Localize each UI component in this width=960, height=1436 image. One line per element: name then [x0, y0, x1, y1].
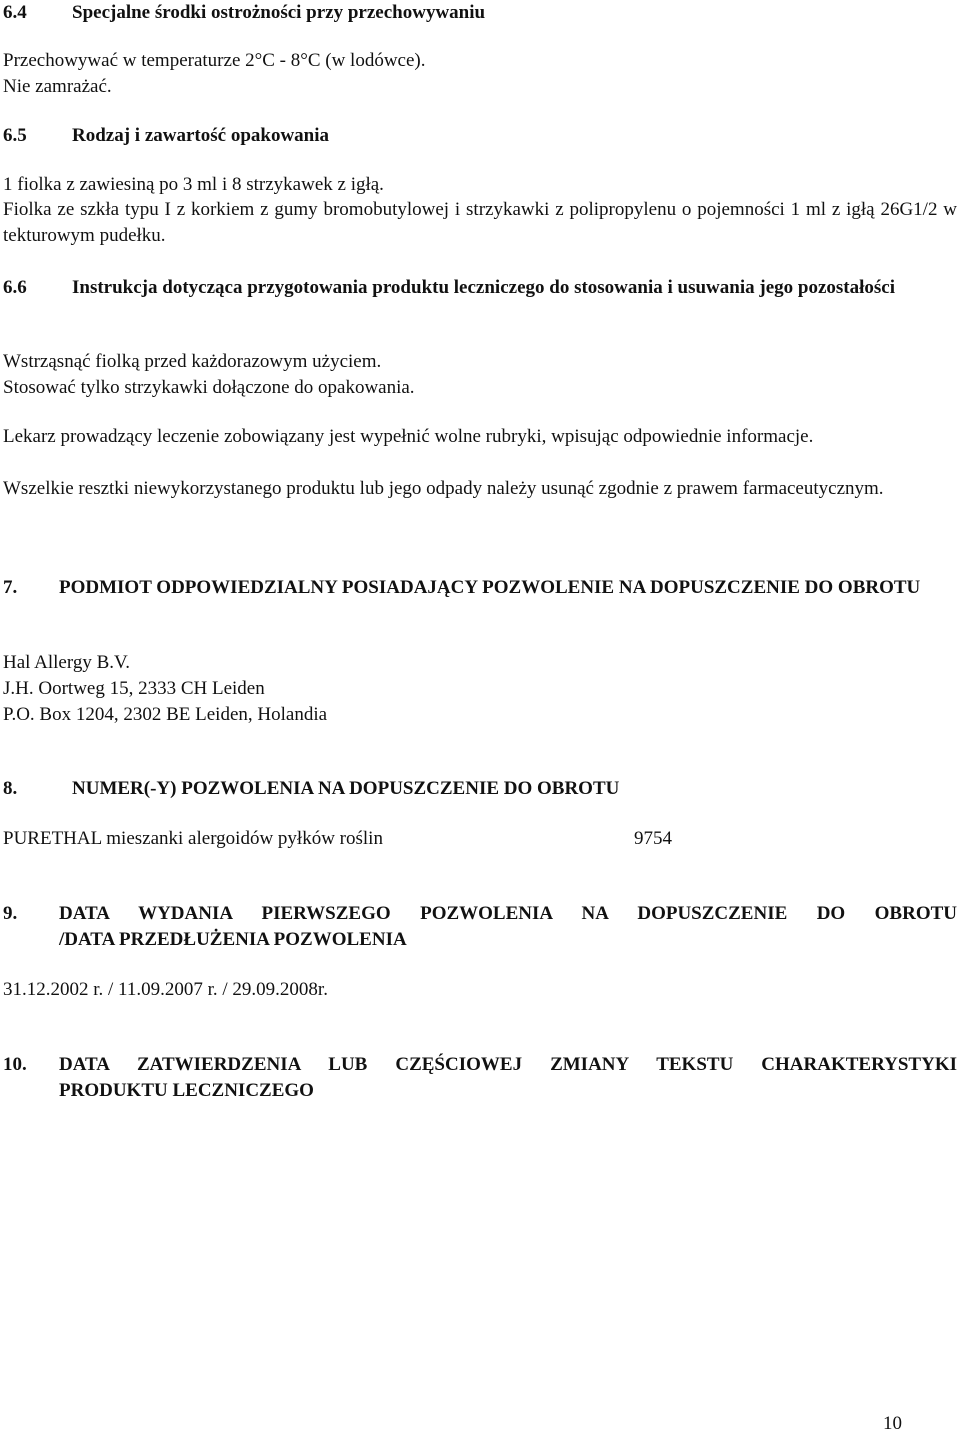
- heading-title-line: PRODUKTU LECZNICZEGO: [59, 1080, 314, 1101]
- heading-title: [59, 1052, 957, 1104]
- heading-title: Specjalne środki ostrożności przy przechowywaniu: [72, 2, 486, 23]
- heading-title-line: DATA WYDANIA PIERWSZEGO POZWOLENIA NA DOPUSZCZENIE DO OBROTU: [59, 903, 957, 924]
- heading-title: NUMER(-Y) POZWOLENIA NA DOPUSZCZENIE DO OBROTU: [72, 778, 620, 799]
- instructions-text: [3, 349, 957, 401]
- instruction-line: Wstrząsnąć fiolką przed każdorazowym użyciem.: [3, 351, 382, 372]
- heading-number: 10.: [3, 1054, 27, 1075]
- authorization-number: 9754: [634, 828, 672, 849]
- heading-title-line: /DATA PRZEDŁUŻENIA POZWOLENIA: [59, 929, 407, 950]
- address-line: P.O. Box 1204, 2302 BE Leiden, Holandia: [3, 704, 328, 725]
- package-line: 1 fiolka z zawiesiną po 3 ml i 8 strzykawek z igłą.: [3, 174, 384, 195]
- heading-title: PODMIOT ODPOWIEDZIALNY POSIADAJĄCY POZWOLENIE NA DOPUSZCZENIE DO OBROTU: [59, 577, 921, 598]
- storage-line: Nie zamrażać.: [3, 76, 112, 97]
- heading-title: Rodzaj i zawartość opakowania: [72, 125, 330, 146]
- heading-6-5: [3, 123, 957, 149]
- storage-text: [3, 48, 957, 100]
- heading-title: Instrukcja dotycząca przygotowania produktu leczniczego do stosowania i usuwania jego pozostałości: [72, 277, 895, 298]
- heading-number: 9.: [3, 903, 18, 924]
- heading-title: [59, 901, 957, 953]
- heading-8: [3, 776, 957, 802]
- heading-6-6: [3, 275, 957, 301]
- holder-address: [3, 650, 957, 728]
- heading-number: 7.: [3, 577, 18, 598]
- heading-number: 6.4: [3, 2, 27, 23]
- physician-note: Lekarz prowadzący leczenie zobowiązany jest wypełnić wolne rubryki, wpisując odpowiednie informacje.: [3, 426, 814, 447]
- address-line: Hal Allergy B.V.: [3, 652, 131, 673]
- heading-title-line: DATA ZATWIERDZENIA LUB CZĘŚCIOWEJ ZMIANY TEKSTU CHARAKTERYSTYKI: [59, 1054, 957, 1075]
- authorization-dates: 31.12.2002 r. / 11.09.2007 r. / 29.09.2008r.: [3, 979, 328, 1000]
- storage-line: Przechowywać w temperaturze 2°C - 8°C (w lodówce).: [3, 50, 426, 71]
- disposal-note: Wszelkie resztki niewykorzystanego produktu lub jego odpady należy usunąć zgodnie z prawem farmaceutycznym.: [3, 478, 884, 499]
- product-name: PURETHAL mieszanki alergoidów pyłków roślin: [3, 828, 383, 849]
- heading-6-4: [3, 0, 957, 26]
- heading-number: 6.5: [3, 125, 27, 146]
- heading-9: [3, 901, 957, 953]
- package-description: Fiolka ze szkła typu I z korkiem z gumy bromobutylowej i strzykawki z polipropylenu o pojemności 1 ml z igłą 26G1/2 w tekturowym pudełku.: [3, 199, 957, 246]
- instruction-line: Stosować tylko strzykawki dołączone do opakowania.: [3, 377, 415, 398]
- heading-10: [3, 1052, 957, 1104]
- heading-number: 6.6: [3, 277, 27, 298]
- heading-number: 8.: [3, 778, 18, 799]
- page-number: 10: [883, 1413, 902, 1434]
- address-line: J.H. Oortweg 15, 2333 CH Leiden: [3, 678, 265, 699]
- heading-7: [3, 575, 957, 601]
